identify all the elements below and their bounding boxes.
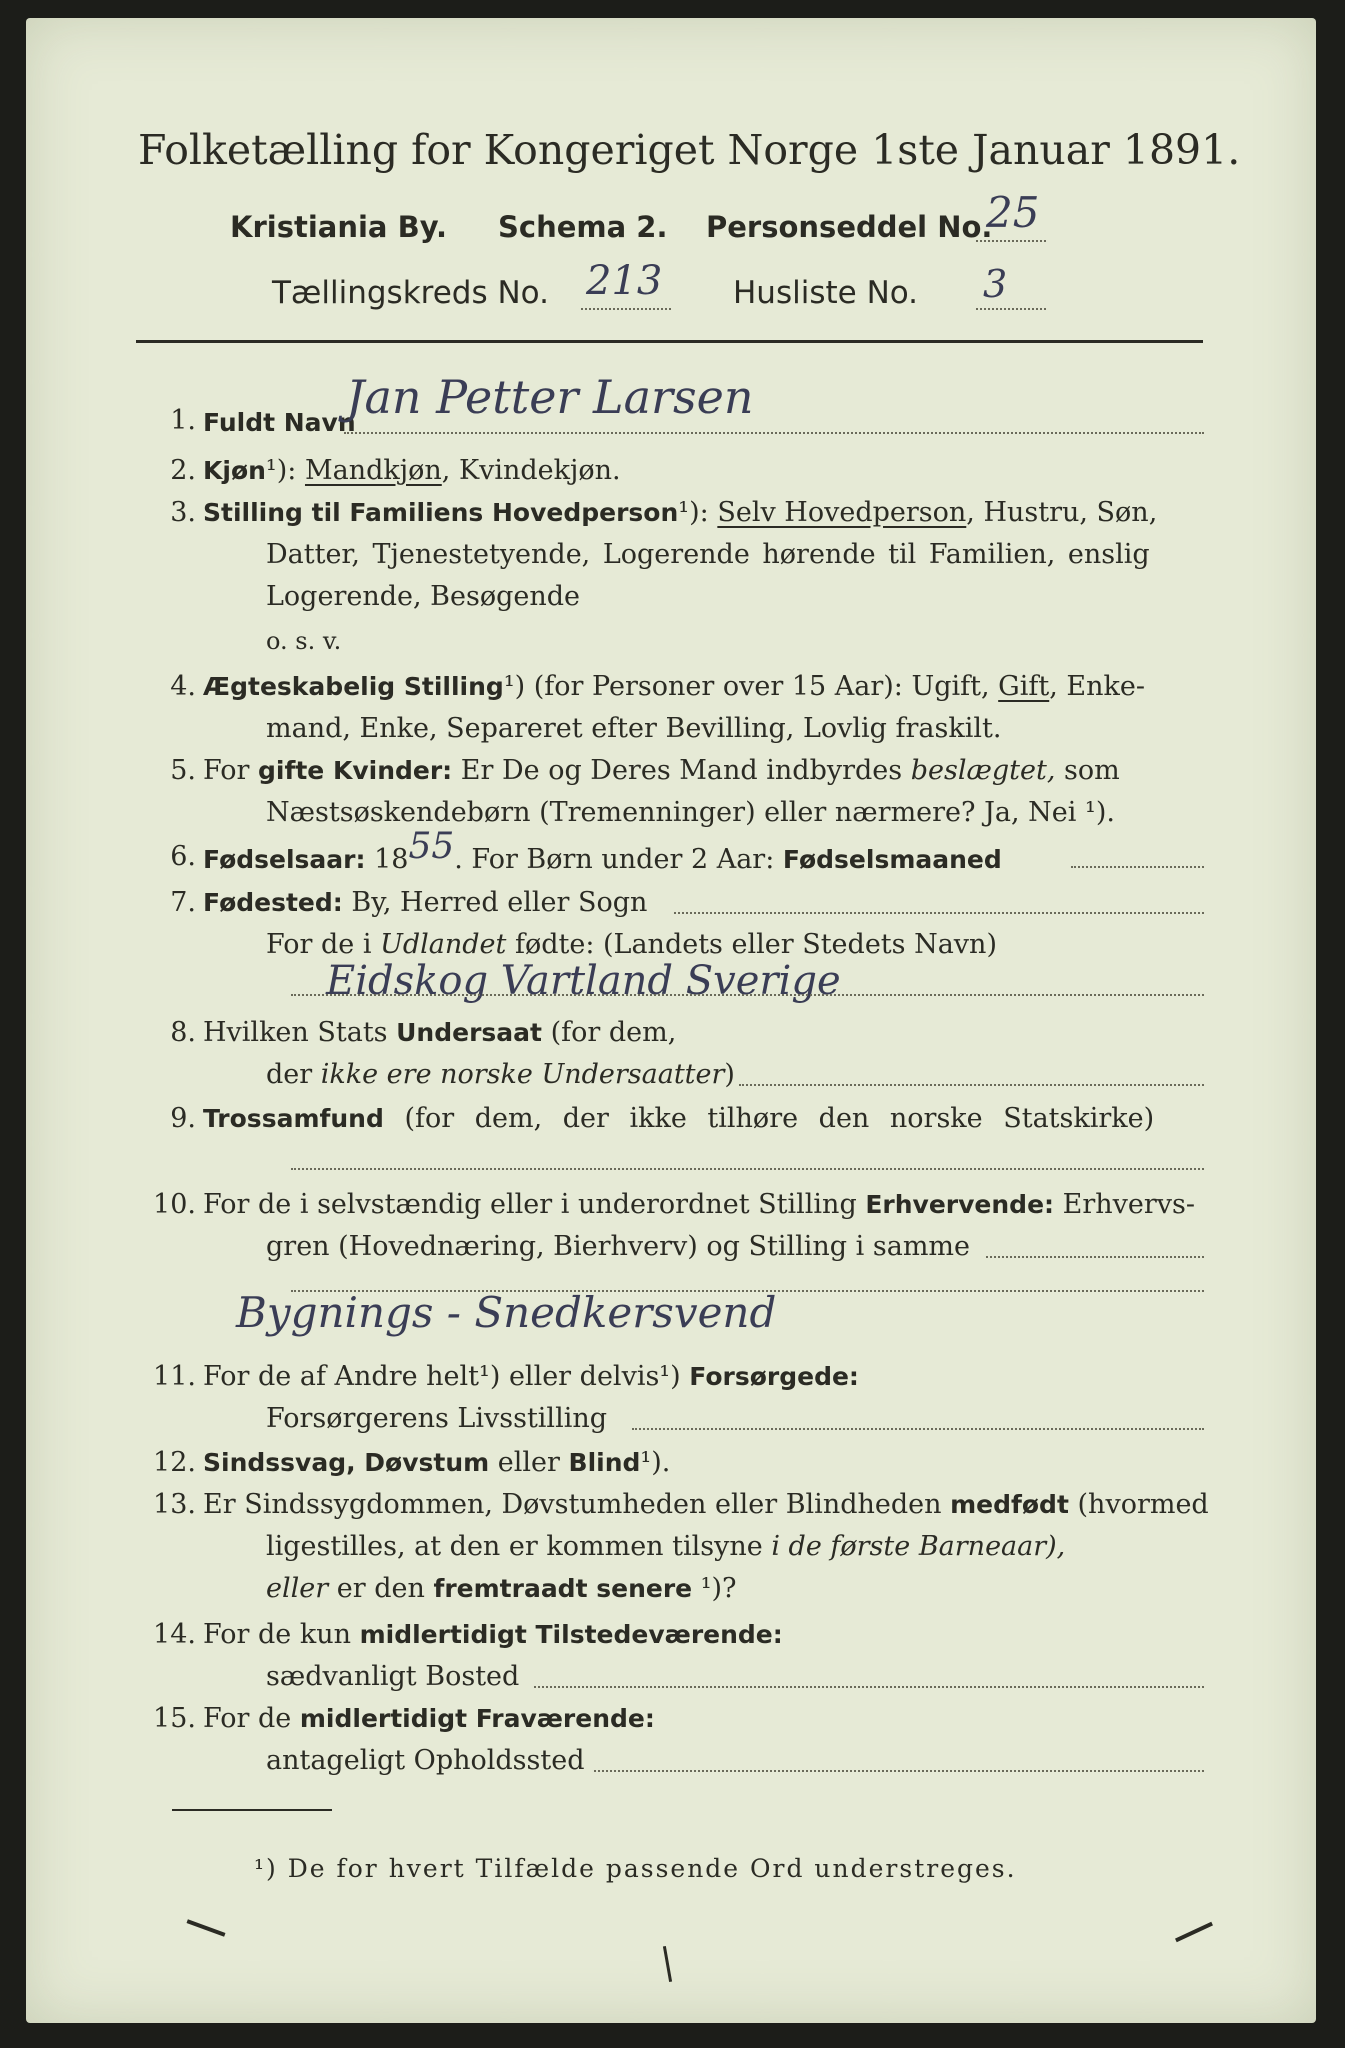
- q4-text1: ¹) (for Personer over 15 Aar): Ugift,: [503, 671, 990, 702]
- q8-number: 8.: [170, 1017, 196, 1048]
- q13-line3-italic: eller: [266, 1573, 329, 1604]
- kreds-label: Tællingskreds No.: [272, 275, 549, 311]
- q1-label: Fuldt Navn: [203, 408, 356, 437]
- q10-text1: For de i selvstændig eller i underordnet Stilling: [203, 1189, 857, 1220]
- q3-row1: [203, 496, 1157, 530]
- q8-label: Undersaat: [396, 1018, 542, 1047]
- q4-label: Ægteskabelig Stilling: [203, 672, 504, 701]
- personseddel-dots: [976, 240, 1046, 242]
- q7-line2-b: fødte: (Landets eller Stedets Navn): [514, 929, 997, 960]
- q6-label2: Fødselsmaaned: [782, 845, 1002, 874]
- q5-text1: For: [203, 755, 250, 786]
- q2-number: 2.: [170, 455, 196, 486]
- q11-line2: Forsørgerens Livsstilling: [266, 1403, 608, 1434]
- q5-text2: Er De og Deres Mand indbyrdes: [460, 755, 903, 786]
- q2-label: Kjøn: [203, 456, 266, 485]
- q15-dots: [594, 1770, 1204, 1772]
- q14-label: midlertidigt Tilstedeværende:: [359, 1620, 783, 1649]
- q2-row: [203, 454, 621, 488]
- q11-label: Forsørgede:: [689, 1362, 859, 1391]
- q5-number: 5.: [170, 755, 196, 786]
- q12-sup: ¹).: [640, 1447, 671, 1478]
- q6-dots: [1071, 866, 1204, 868]
- q3-rest1: , Hustru, Søn,: [966, 497, 1158, 528]
- q4-line2: mand, Enke, Separeret efter Bevilling, Lovlig fraskilt.: [266, 713, 1002, 744]
- q4-selected-option: Gift: [998, 671, 1050, 702]
- q9-text: (for dem, der ikke tilhøre den norske Statskirke): [404, 1103, 1155, 1134]
- q4-number: 4.: [170, 671, 196, 702]
- q7-number: 7.: [170, 887, 196, 918]
- husliste-dots: [976, 308, 1046, 310]
- q6-text: . For Børn under 2 Aar:: [454, 844, 775, 875]
- bottom-center-mark: [663, 1946, 672, 1982]
- q12-label1: Sindssvag, Døvstum: [203, 1448, 490, 1477]
- bottom-left-mark: [187, 1919, 226, 1936]
- q10-answer-occupation: Bygnings - Snedkersvend: [236, 1288, 777, 1337]
- q3-line4: o. s. v.: [266, 627, 342, 655]
- q9-dots: [291, 1168, 1204, 1170]
- husliste-label: Husliste No.: [733, 275, 919, 311]
- q2-selected-option: Mandkjøn: [304, 455, 442, 486]
- kreds-dots: [581, 308, 671, 310]
- q13-line3-b: ¹)?: [700, 1573, 737, 1604]
- q2-sup: ¹):: [265, 455, 297, 486]
- q10-label: Erhvervende:: [865, 1190, 1055, 1219]
- q14-text1: For de kun: [203, 1619, 351, 1650]
- q13-row3: [266, 1572, 737, 1606]
- q8-text1: Hvilken Stats: [203, 1017, 388, 1048]
- q5-italic: beslægtet,: [910, 755, 1056, 786]
- q13-text1: Er Sindssygdommen, Døvstumheden eller Blindheden: [203, 1489, 942, 1520]
- q11-dots: [632, 1428, 1204, 1430]
- q12-text: eller: [497, 1447, 560, 1478]
- q8-line2-italic: ikke ere norske Undersaatter: [320, 1059, 725, 1090]
- q3-sup: ¹):: [678, 497, 709, 528]
- q15-text1: For de: [203, 1703, 292, 1734]
- bottom-right-mark: [1175, 1922, 1213, 1943]
- q3-line2: Datter, Tjenestetyende, Logerende hørende til Familien, enslig: [266, 539, 1150, 570]
- q13-line2-italic: i de første Barneaar),: [771, 1531, 1066, 1562]
- q13-text2: (hvormed: [1077, 1489, 1209, 1520]
- q15-row1: [203, 1702, 655, 1736]
- q10-line2: gren (Hovednæring, Bierhverv) og Stilling i samme: [266, 1231, 971, 1262]
- q13-line3-a: er den: [336, 1573, 425, 1604]
- q8-row2: [266, 1058, 735, 1092]
- q7-line2-a: For de i: [266, 929, 372, 960]
- q8-text2: (for dem,: [550, 1017, 677, 1048]
- q13-number: 13.: [153, 1489, 196, 1520]
- q3-selected-option: Selv Hovedperson: [717, 497, 967, 528]
- q8-line2-a: der: [266, 1059, 313, 1090]
- q14-line2: sædvanligt Bosted: [266, 1661, 520, 1692]
- q10-text2: Erhvervs-: [1062, 1189, 1196, 1220]
- q7-line2-italic: Udlandet: [380, 929, 507, 960]
- q6-number: 6.: [170, 841, 196, 872]
- q3-number: 3.: [170, 497, 196, 528]
- q1-number: 1.: [170, 405, 196, 436]
- q5-label: gifte Kvinder:: [258, 756, 453, 785]
- q5-line2: Næstsøskendebørn (Tremenninger) eller nærmere? Ja, Nei ¹).: [266, 797, 1115, 828]
- q6-prefix: 18: [374, 844, 409, 875]
- kreds-number: 213: [586, 258, 663, 304]
- q13-line3-label: fremtraadt senere: [433, 1574, 693, 1603]
- q10-number: 10.: [153, 1189, 196, 1220]
- q10-row1: [203, 1188, 1195, 1222]
- q13-label: medfødt: [950, 1490, 1069, 1519]
- personseddel-number: 25: [986, 188, 1040, 237]
- header-rule: [136, 340, 1203, 343]
- q12-number: 12.: [153, 1447, 196, 1478]
- footnote-rule: [172, 1809, 332, 1811]
- census-form-page: [26, 18, 1316, 2023]
- q14-dots: [534, 1686, 1204, 1688]
- q7-dots2: [291, 994, 1204, 996]
- q9-number: 9.: [170, 1103, 196, 1134]
- q1-dots: [344, 432, 1204, 434]
- husliste-number: 3: [983, 262, 1008, 306]
- q6-answer-year: 55: [408, 826, 455, 867]
- q13-row2: [266, 1530, 1065, 1564]
- q4-row1: [203, 670, 1145, 704]
- q9-label: Trossamfund: [203, 1104, 384, 1133]
- q15-line2: antageligt Opholdssted: [266, 1745, 585, 1776]
- q14-row1: [203, 1618, 783, 1652]
- q11-row1: [203, 1360, 859, 1394]
- q2-rest: , Kvindekjøn.: [441, 455, 621, 486]
- q8-line2-b: ): [724, 1059, 735, 1090]
- q12-row: [203, 1446, 670, 1480]
- q6-label: Fødselsaar:: [203, 845, 366, 874]
- q6-row: [203, 826, 1002, 877]
- city-label: Kristiania By.: [230, 210, 447, 244]
- q15-label: midlertidigt Fraværende:: [299, 1704, 655, 1733]
- q14-number: 14.: [153, 1619, 196, 1650]
- q1-answer-name: Jan Petter Larsen: [346, 370, 754, 424]
- q7-answer-birthplace: Eidskog Vartland Sverige: [326, 958, 841, 1004]
- q11-text1: For de af Andre helt¹) eller delvis¹): [203, 1361, 681, 1392]
- personseddel-label: Personseddel No.: [706, 210, 993, 244]
- q12-label2: Blind: [568, 1448, 641, 1477]
- q8-row1: [203, 1016, 676, 1050]
- q15-number: 15.: [153, 1703, 196, 1734]
- q7-dots: [674, 912, 1204, 914]
- q10-dots: [986, 1256, 1204, 1258]
- q5-text3: som: [1064, 755, 1120, 786]
- q7-text: By, Herred eller Sogn: [351, 887, 648, 918]
- q8-dots: [739, 1084, 1204, 1086]
- q3-label: Stilling til Familiens Hovedperson: [203, 498, 679, 527]
- q7-row1: [203, 886, 647, 920]
- q3-line3: Logerende, Besøgende: [266, 581, 580, 612]
- q9-row: [203, 1102, 1154, 1136]
- q7-label: Fødested:: [203, 888, 343, 917]
- schema-label: Schema 2.: [498, 210, 668, 244]
- q13-line2-a: ligestilles, at den er kommen tilsyne: [266, 1531, 763, 1562]
- footnote: ¹) De for hvert Tilfælde passende Ord understreges.: [254, 1854, 1017, 1883]
- q7-row2: [266, 928, 997, 962]
- q11-number: 11.: [153, 1361, 196, 1392]
- q13-row1: [203, 1488, 1209, 1522]
- q5-row1: [203, 754, 1120, 788]
- q4-text2: , Enke-: [1049, 671, 1145, 702]
- form-title: Folketælling for Kongeriget Norge 1ste Januar 1891.: [138, 126, 1241, 174]
